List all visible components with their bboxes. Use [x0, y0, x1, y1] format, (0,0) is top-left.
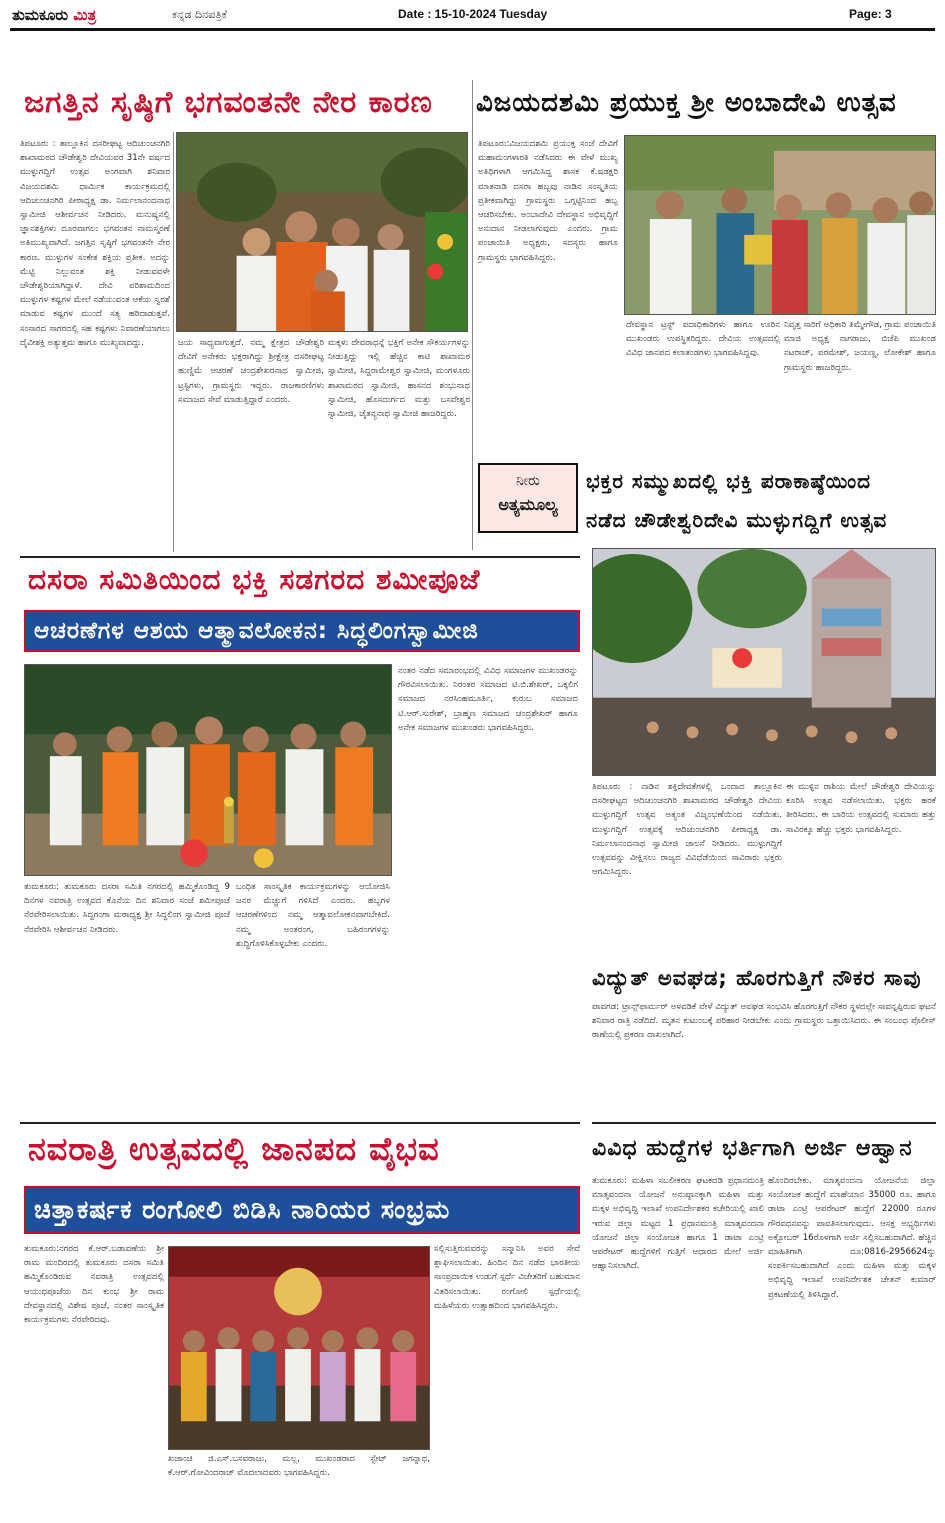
article4-column-3: ನಂತರ ನಡೆದ ಸಮಾರಂಭದಲ್ಲಿ ವಿವಿಧ ಸಮಾಜಗಳ ಮುಖಂಡರನ್ನು ಗೌರವಿಸಲಾಯಿತು. ನಿರಂತರ ಸಮಾಜದ ಟಿ.ಬಿ.ಶೇಖರ್, ಒಕ್ಕಲಿಗ ಸಮಾಜದ ನರಸಿಂಹಮೂರ್ತಿ, ಕುರುಬ ಸಮಾಜದ ಟಿ.ಆರ್.ಸುರೇಶ್, ಬ್ರಾಹ್ಮಣ ಸಮಾಜದ ಚಂದ್ರಶೇಖರ್ ಹಾಗೂ ಅನೇಕ ಸಮಾಜಗಳ ಮುಖಂಡರು ಭಾಗವಹಿಸಿದ್ದರು.: [398, 666, 578, 733]
article3-photo: [592, 548, 936, 776]
water-box-line2: ಅತ್ಯಮೂಲ್ಯ: [498, 495, 558, 514]
brand-name-part1: ತುಮಕೂರು: [12, 6, 69, 24]
article4-column-1: ತುಮಕೂರು: ತುಮಕೂರು ದಸರಾ ಸಮಿತಿ ನಗರದಲ್ಲಿ ಹಮ್ಮಿಕೊಂಡಿದ್ದ 9 ದಿನಗಳ ನವರಾತ್ರಿ ಉತ್ಸವದ ಕೊನೆಯ ದಿನ ಶನಿವಾರ ಸಂಜೆ ಶಮೀಪೂಜೆ ನೆರವೇರಿಸಲಾಯಿತು. ಸಿದ್ಧಗಂಗಾ ಮಠಾಧ್ಯಕ್ಷ ಶ್ರೀ ಸಿದ್ಧಲಿಂಗ ಸ್ವಾಮೀಜಿ ಪೂಜೆ ನೆರವೇರಿಸಿ ಆಶೀರ್ವಚನ ನೀಡಿದರು.: [24, 882, 230, 935]
article3-headline-line2: ನಡೆದ ಚೌಡೇಶ್ವರಿದೇವಿ ಮುಳ್ಳುಗದ್ದಿಗೆ ಉತ್ಸವ: [586, 508, 888, 532]
newspaper-logo: [12, 6, 96, 24]
brand-name-part2: ಮಿತ್ರ: [73, 6, 97, 24]
masthead: [0, 0, 945, 70]
article1-column-1: ತಿಪಟೂರು : ತಾಲ್ಲೂಕಿನ ದಸರೀಘಟ್ಟ ಆದಿಚುಂಚನಗಿರಿ ಶಾಖಾಮಠದ ಚೌಡೇಶ್ವರಿ ದೇವಿಯವರ 31ನೇ ವರ್ಷದ ಮುಳ್ಳುಗದ್ದಿಗೆ ಉತ್ಸವ ಅಂಗವಾಗಿ ಶನಿವಾರ ವಿಜಯದಶಮಿ ಧಾರ್ಮಿಕ ಕಾರ್ಯಕ್ರಮದಲ್ಲಿ ಆದಿಚುಂಚನಗಿರಿ ಪೀಠಾಧ್ಯಕ್ಷ ಡಾ. ನಿರ್ಮಲಾನಂದನಾಥ ಸ್ವಾಮೀಜಿ ಆಶೀರ್ವಚನ ನೀಡಿದರು. ಮನುಷ್ಯನಲ್ಲಿ ಜ್ಞಾನಶಕ್ತಿಗಳು ದೂರವಾಗಲು ಭಗವಂತನ ನಾಮಸ್ಮರಣೆ ಅತಿಮುಖ್ಯವಾಗಿದೆ. ಜಗತ್ತಿನ ಸೃಷ್ಠಿಗೆ ಭಗವಂತನೇ ನೇರ ಕಾರಣ. ಮುಳ್ಳುಗಳ ಸಂಕೇತ ಶಕ್ತಿಯ ಪ್ರತೀಕ. ಅದನ್ನು ಮೆಟ್ಟಿ ನಿಲ್ಲುವಂತ ಶಕ್ತಿ ನೀಡುವವಳೇ ಚೌಡೇಶ್ವರಿಯಾಗಿದ್ದಾಳೆ. ದೇವಿ ಪರಿಶಾಮದಿಂದ ಮುಳ್ಳುಗಳ ಕಷ್ಟಗಳ ಮೇಲೆ ನಡೆಯುವಂತ ಆಕೆಯ ಸ್ವರಶೆ ಮಾಡುವ ಕಷ್ಟಗಳ ಮುಂದೆ ಸತ್ಯ ಹರಿದಾಡುತ್ತವೆ. ಸಂಸಾರದ ಸಾಗರದಲ್ಲಿ ಸಹ ಕಷ್ಟಗಳು ನಿವಾರಣೆಯಾಗಲು ದೈವೀಶಕ್ತಿ ಅತ್ಯುತ್ತಮ ಹಾಗೂ ಮುಖ್ಯವಾದದ್ದು.: [20, 139, 170, 348]
column-rule: [173, 132, 174, 552]
article7-headline: ವಿವಿಧ ಹುದ್ದೆಗಳ ಭರ್ತಿಗಾಗಿ ಅರ್ಜಿ ಆಹ್ವಾನ: [592, 1136, 913, 1161]
water-box: [478, 463, 578, 533]
article3-headline-line1: ಭಕ್ತರ ಸಮ್ಮುಖದಲ್ಲಿ ಭಕ್ತಿ ಪರಾಕಾಷ್ಠೆಯಿಂದ: [586, 469, 872, 493]
page-number: Page: 3: [849, 7, 892, 21]
article2-column-3: ನಿವೃತ್ತ ಸಾರಿಗೆ ಅಧಿಕಾರಿ ತಿಮ್ಮೇಗೌಡ, ಗ್ರಾಮ ಪಂಚಾಯಿತಿ ಮಾಜಿ ಅಧ್ಯಕ್ಷ ನಾಗರಾಜು, ಬಿಜೆಪಿ ಮುಖಂಡ ನಟರಾಜ್, ಪರಮೇಶ್, ಜಯಣ್ಣ, ಲೋಕೇಶ್ ಹಾಗೂ ಗ್ರಾಮಸ್ಥರು ಹಾಜರಿದ್ದರು.: [784, 320, 936, 373]
article2-photo: [624, 135, 936, 315]
article2-headline: ವಿಜಯದಶಮಿ ಪ್ರಯುಕ್ತ ಶ್ರೀ ಅಂಬಾದೇವಿ ಉತ್ಸವ: [476, 88, 897, 118]
tagline: ಕನ್ನಡ ದಿನಪತ್ರಿಕೆ: [172, 8, 228, 21]
article4-headline: ದಸರಾ ಸಮಿತಿಯಿಂದ ಭಕ್ತಿ ಸಡಗರದ ಶಮೀಪೂಜೆ: [28, 563, 481, 596]
issue-date: Date : 15-10-2024 Tuesday: [398, 7, 548, 21]
section-rule: [592, 1122, 936, 1124]
article6-headline: ನವರಾತ್ರಿ ಉತ್ಸವದಲ್ಲಿ ಜಾನಪದ ವೈಭವ: [28, 1130, 440, 1168]
article3-column-2: ಈ ಮುಳ್ಳಿನ ರಾಶಿಯ ಮೇಲೆ ಚೌಡೇಶ್ವರಿ ದೇವಿಯನ್ನು ಕೂರಿಸಿ ಉತ್ಸವ ನಡೆಸಲಾಯಿತು. ಭಕ್ತರು ಹರಕೆ ತೀರಿಸಿದರು. ಈ ಬಾರಿಯ ಉತ್ಸವದಲ್ಲಿ ಸುಮಾರು ಹತ್ತು ಸಾವಿರಕ್ಕೂ ಹೆಚ್ಚು ಭಕ್ತರು ಭಾಗವಹಿಸಿದ್ದರು.: [786, 782, 936, 835]
article5-headline: ವಿದ್ಯುತ್ ಅವಘಡ; ಹೊರಗುತ್ತಿಗೆ ನೌಕರ ಸಾವು: [592, 966, 922, 990]
article3-column-1: ತಿಪಟೂರು : ನಾಡಿನ ಶಕ್ತಿದೇವತೆಗಳಲ್ಲಿ ಒಂದಾದ ತಾಲ್ಲೂಕಿನ ದಸರೀಘಟ್ಟದ ಆದಿಚುಂಚನಗಿರಿ ಶಾಖಾಮಠದ ಚೌಡೇಶ್ವರಿ ದೇವಿಯ ಮುಳ್ಳುಗದ್ದಿಗೆ ಉತ್ಸವ ಅತ್ಯಂತ ವಿಜೃಂಭಣೆಯಿಂದ ನಡೆಯಿತು. ಮುಳ್ಳುಗದ್ದಿಗೆ ಉತ್ಸವಕ್ಕೆ ಆದಿಚುಂಚನಗಿರಿ ಪೀಠಾಧ್ಯಕ್ಷ ಡಾ. ನಿರ್ಮಲಾನಂದನಾಥ ಸ್ವಾಮೀಜಿ ಚಾಲನೆ ನೀಡಿದರು. ಮುಳ್ಳುಗದ್ದಿಗೆ ಉತ್ಸವವನ್ನು ವೀಕ್ಷಿಸಲು ರಾಜ್ಯದ ವಿವಿಧೆಡೆಯಿಂದ ಸಾವಿರಾರು ಭಕ್ತರು ಆಗಮಿಸಿದ್ದರು.: [592, 782, 782, 878]
article4-column-2: ಬಂಧಿತ ಸಾಂಸ್ಕೃತಿಕ ಕಾರ್ಯಕ್ರಮಗಳನ್ನು ಆಯೋಜಿಸಿ ಜನರ ಮೆಚ್ಚುಗೆ ಗಳಿಸಿದೆ ಎಂದರು. ಹಬ್ಬಗಳ ಆಚರಣೆಗಳಿಂದ ನಮ್ಮ ಆತ್ಮಾವಲೋಕನವಾಗಬೇಕಿದೆ. ನಮ್ಮ ಅಂತರಂಗ, ಬಹಿರಂಗಗಳನ್ನು ಶುದ್ಧಿಗೊಳಿಸಿಕೊಳ್ಳಬೇಕು ಎಂದರು.: [236, 882, 390, 949]
article2-column-1: ತಿಪಟೂರು:ವಿಜಯದಶಮಿ ಪ್ರಯುಕ್ತ ಸಂಜೆ ದೇವಿಗೆ ಮಹಾಮಂಗಳಾರತಿ ನಡೆಸಿದರು ಈ ವೇಳೆ ಮುಖ್ಯ ಅತಿಥಿಗಳಾಗಿ ಆಗಮಿಸಿದ್ದ ಶಾಸಕ ಕೆ.ಷಡಕ್ಷರಿ ಮಾತನಾಡಿ ದಸರಾ ಹಬ್ಬವು ನಾಡಿನ ಸಂಸ್ಕೃತಿಯ ಪ್ರತೀಕವಾಗಿದ್ದು ಗ್ರಾಮಸ್ಥರು ಒಗ್ಗಟ್ಟಿನಿಂದ ಹಬ್ಬ ಆಚರಿಸಬೇಕು. ಅಂಬಾದೇವಿ ದೇವಸ್ಥಾನ ಅಭಿವೃದ್ಧಿಗೆ ಅನುದಾನ ನೀಡಲಾಗುವುದು ಎಂದರು. ಗ್ರಾಮ ಪಂಚಾಯಿತಿ ಅಧ್ಯಕ್ಷರು, ಸದಸ್ಯರು ಹಾಗೂ ಗ್ರಾಮಸ್ಥರು ಭಾಗವಹಿಸಿದ್ದರು.: [478, 139, 618, 263]
article6-photo: [168, 1246, 430, 1450]
article1-headline: ಜಗತ್ತಿನ ಸೃಷ್ಠಿಗೆ ಭಗವಂತನೇ ನೇರ ಕಾರಣ: [24, 85, 433, 120]
article4-photo: [24, 664, 392, 876]
article6-column-2: ಖಜಾಂಚಿ ಜಿ.ಎಸ್.ಬಸವರಾಜು, ಮಲ್ಲ, ಮುಖಂಡರಾದ ಸ್ಟೇಟ್ ಜಗನ್ನಾಥ, ಕೆ.ಆರ್.ಗೋವಿಂದರಾಜ್ ಮೊದಲಾದವರು ಭಾಗವಹಿಸಿದ್ದರು.: [168, 1454, 430, 1479]
article6-column-1: ತುಮಕೂರು:ನಗರದ ಕೆ.ಆರ್.ಬಡಾವಣೆಯ ಶ್ರೀ ರಾಮ ಮಂದಿರದಲ್ಲಿ ತುಮಕೂರು ದಸರಾ ಸಮಿತಿ ಹಮ್ಮಿಕೊಂಡಿರುವ ನವರಾತ್ರಿ ಉತ್ಸವದಲ್ಲಿ ಆಯುಧಪೂಜೆಯ ದಿನ ಕುಂಭ ಶ್ರೀ ರಾಮ ದೇವಸ್ಥಾನದಲ್ಲಿ ವಿಶೇಷ ಪೂಜೆ, ನಂತರ ಸಾಂಸ್ಕೃತಿಕ ಕಾರ್ಯಕ್ರಮಗಳು ನೆರವೇರಿದವು.: [24, 1244, 164, 1326]
article7-column-2: ಹೊಂದಿರಬೇಕು. ಮಾತೃವಂದನಾ ಯೋಜನೆಯ ಜಿಲ್ಲಾ ಸಂಯೋಜಕ ಹುದ್ದೆಗೆ ಮಾಹೆಯಾನ 35000 ರೂ. ಹಾಗೂ ಡಾಟಾ ಎಂಟ್ರಿ ಆಪರೇಟರ್ ಹುದ್ದೆಗೆ 22000 ರೂಗಳ ಗೌರವಧನವನ್ನು ಪಾವತಿಸಲಾಗುವುದು. ಆಸಕ್ತ ಅಭ್ಯರ್ಥಿಗಳು ಅಕ್ಟೋಬರ್ 16ರೊಳಗಾಗಿ ಅರ್ಜಿ ಸಲ್ಲಿಸಬಹುದಾಗಿದೆ. ಹೆಚ್ಚಿನ ಮಾಹಿತಿಗಾಗಿ ದೂ:0816-2956624ನ್ನು ಸಂಪರ್ಕಿಸಬಹುದಾಗಿದೆ ಎಂದು ಮಹಿಳಾ ಮತ್ತು ಮಕ್ಕಳ ಅಭಿವೃದ್ಧಿ ಇಲಾಖೆ ಉಪನಿರ್ದೇಶಕ ಚೇತನ್ ಕುಮಾರ್ ಪ್ರಕಟಣೆಯಲ್ಲಿ ತಿಳಿಸಿದ್ದಾರೆ.: [768, 1176, 936, 1300]
article4-subhead: ಆಚರಣೆಗಳ ಆಶಯ ಆತ್ಮಾವಲೋಕನ: ಸಿದ್ಧಲಿಂಗಸ್ವಾಮೀಜಿ: [24, 610, 580, 652]
water-box-line1: ನೀರು: [516, 473, 540, 489]
article6-column-3: ಸಲ್ಲಿಸುತ್ತಿರುವವರನ್ನು ಸನ್ಮಾನಿಸಿ ಅವರ ಸೇವೆ ಶ್ಲಾಘಿಸಲಾಯಿತು. ಹಿಂದಿನ ದಿನ ನಡೆದ ಭಾರತೀಯ ಸಾಂಪ್ರದಾಯಿಕ ಉಡುಗೆ ಸ್ಪರ್ಧೆ ವಿಜೇತರಿಗೆ ಬಹುಮಾನ ವಿತರಿಸಲಾಯಿತು. ರಂಗೋಲಿ ಸ್ಪರ್ಧೆಯಲ್ಲಿ ಮಹಿಳೆಯರು ಉತ್ಸಾಹದಿಂದ ಭಾಗವಹಿಸಿದ್ದರು.: [434, 1244, 580, 1311]
column-rule: [472, 80, 473, 550]
masthead-rule: [10, 28, 935, 31]
article7-column-1: ತುಮಕೂರು: ಮಹಿಳಾ ಸಬಲೀಕರಣ ಘಟಕದಡಿ ಪ್ರಧಾನಮಂತ್ರಿ ಮಾತೃವಂದನಾ ಯೋಜನೆ ಅನುಷ್ಠಾನಕ್ಕಾಗಿ ಮಹಿಳಾ ಮತ್ತು ಮಕ್ಕಳ ಅಭಿವೃದ್ಧಿ ಇಲಾಖೆ ಉಪನಿರ್ದೇಶಕರ ಕಚೇರಿಯಲ್ಲಿ ಖಾಲಿ ಇರುವ ಜಿಲ್ಲಾ ಮಟ್ಟದ 1 ಪ್ರಧಾನಮಂತ್ರಿ ಮಾತೃವಂದನಾ ಯೋಜನೆ ಜಿಲ್ಲಾ ಸಂಯೋಜಕ ಹಾಗೂ 1 ಡಾಟಾ ಎಂಟ್ರಿ ಆಪರೇಟರ್ ಹುದ್ದೆಗಳಿಗೆ ಗುತ್ತಿಗೆ ಆಧಾರದ ಮೇಲೆ ಅರ್ಜಿ ಆಹ್ವಾನಿಸಲಾಗಿದೆ.: [592, 1176, 764, 1272]
article1-photo: [176, 132, 468, 332]
article1-column-3: ಮಕ್ಕಳು ದೇವರಾಧನ್ನೆ ಭಕ್ತಿಗೆ ಅನೇಕ ಸೌಕರ್ಯಗಳನ್ನು ನೀಡುತ್ತಿದ್ದು ಇಲ್ಲಿ ಹೆಚ್ಚಿನ ಕಾಟಿ ಶಾಖಾಮಠ ಸ್ವಾಮೀಜಿ, ಸಿದ್ದರಾಮೇಶ್ವರ ಸ್ವಾಮೀಜಿ, ಮಂಗಳೂರು ಶಾಖಾಮಠದ ಸ್ವಾಮೀಜಿ, ಹಾಸನದ ಶಂಭುನಾಥ ಸ್ವಾಮೀಜಿ, ಹೊಸದುರ್ಗದ ಮತ್ತು ಬಸವೇಶ್ವರ ಸ್ವಾಮೀಜಿ, ಚೈತನ್ಯನಾಥ ಸ್ವಾಮೀಜಿ ಹಾಜರಿದ್ದರು.: [328, 338, 470, 420]
article5-body: ಪಾವಗಡ: ಟ್ರಾನ್ಸ್‌ಫಾರ್ಮರ್ ಅಳವಡಿಕೆ ವೇಳೆ ವಿದ್ಯುತ್ ಅವಘಡ ಸಂಭವಿಸಿ ಹೊರಗುತ್ತಿಗೆ ನೌಕರ ಸ್ಥಳದಲ್ಲೇ ಸಾವನ್ನಪ್ಪಿರುವ ಘಟನೆ ಶನಿವಾರ ರಾತ್ರಿ ನಡೆದಿದೆ. ಮೃತನ ಕುಟುಂಬಕ್ಕೆ ಪರಿಹಾರ ನೀಡಬೇಕು ಎಂದು ಗ್ರಾಮಸ್ಥರು ಒತ್ತಾಯಿಸಿದರು. ಈ ಸಂಬಂಧ ಪೊಲೀಸ್ ಠಾಣೆಯಲ್ಲಿ ಪ್ರಕರಣ ದಾಖಲಾಗಿದೆ.: [592, 1002, 936, 1041]
article1-column-2: ಜಯ ಸಾಧ್ಯವಾಗುತ್ತದೆ. ನಮ್ಮ ಕ್ಷೇತ್ರದ ಚೌಡೇಶ್ವರಿ ದೇವಿಗೆ ಅನೇಕರು ಭಕ್ತರಾಗಿದ್ದು ಶ್ರೀಕ್ಷೇತ್ರ ದಸರೀಘಟ್ಟ ಹುಣ್ಣಿಮೆ ಆಚರಣೆ ಚಂದ್ರಶೇಖರನಾಥ ಸ್ವಾಮೀಜಿ, ಟ್ರಸ್ಟಿಗಳು, ಗ್ರಾಮಸ್ಥರು ಇದ್ದರು. ರಾಜಕಾರಣಿಗಳು ಸಮಾಜದ ಸೇವೆ ಮಾಡುತ್ತಿದ್ದಾರೆ ಎಂದರು.: [178, 338, 324, 405]
article6-subhead: ಚಿತ್ತಾಕರ್ಷಕ ರಂಗೋಲಿ ಬಿಡಿಸಿ ನಾರಿಯರ ಸಂಭ್ರಮ: [24, 1186, 580, 1234]
article2-column-2: ದೇವಸ್ಥಾನ ಟ್ರಸ್ಟ್ ಪದಾಧಿಕಾರಿಗಳು ಹಾಗೂ ಊರಿನ ಮುಖಂಡರು ಉಪಸ್ಥಿತರಿದ್ದರು. ದೇವಿಯ ಉತ್ಸವದಲ್ಲಿ ವಿವಿಧ ಜಾನಪದ ಕಲಾತಂಡಗಳು ಭಾಗವಹಿಸಿದ್ದವು.: [626, 320, 780, 359]
